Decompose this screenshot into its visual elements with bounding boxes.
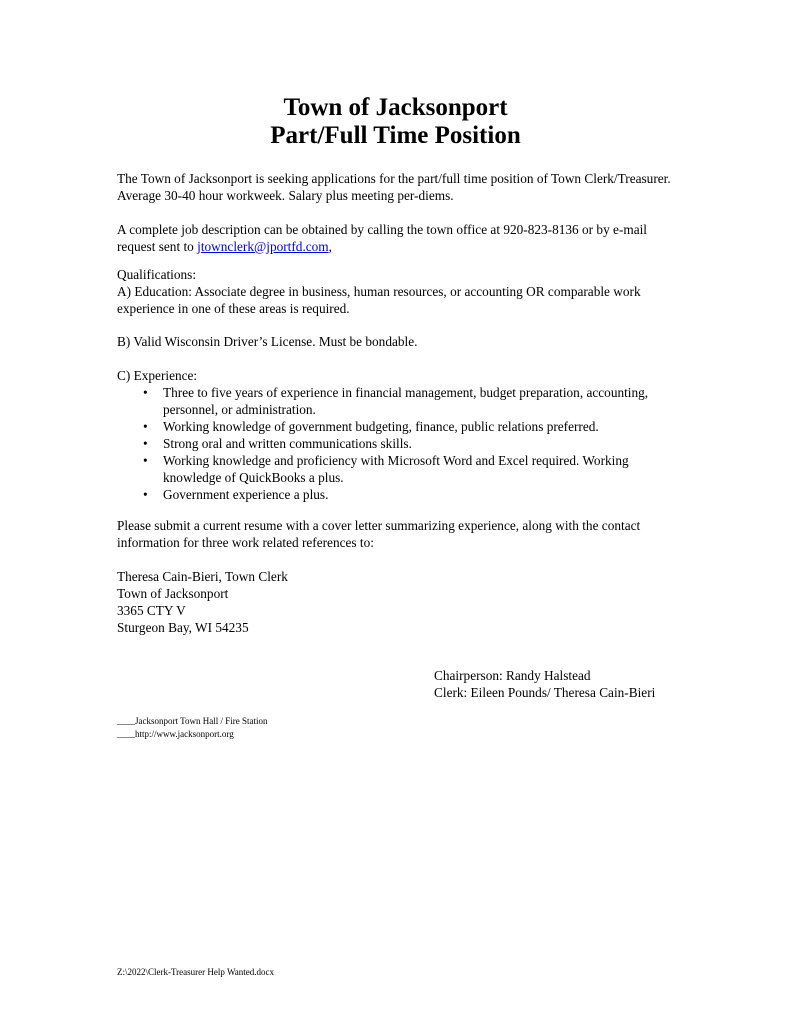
bullet-icon: • xyxy=(143,487,148,502)
experience-list xyxy=(117,384,677,503)
bullet-icon: • xyxy=(143,436,148,451)
address-line: Theresa Cain-Bieri, Town Clerk xyxy=(117,569,288,584)
list-item-text: Working knowledge and proficiency with Microsoft Word and Excel required. Working knowledge of QuickBooks a plus. xyxy=(163,453,629,485)
list-item xyxy=(117,418,677,435)
contact-text-end: , xyxy=(328,239,332,254)
experience-heading: C) Experience: xyxy=(117,368,198,383)
clerk: Clerk: Eileen Pounds/ Theresa Cain-Bieri xyxy=(434,685,656,700)
file-path: Z:\2022\Clerk-Treasurer Help Wanted.docx xyxy=(117,967,274,977)
qualification-education: A) Education: Associate degree in business, human resources, or accounting OR comparable work experience in one of these areas is required. xyxy=(117,284,641,316)
list-item-text: Government experience a plus. xyxy=(163,487,329,502)
qualifications-heading: Qualifications: xyxy=(117,267,197,282)
address-line: Sturgeon Bay, WI 54235 xyxy=(117,620,249,635)
bullet-icon: • xyxy=(143,453,148,468)
contact-text: A complete job description can be obtained by calling the town office at 920-823-8136 or by e-mail request sent to xyxy=(117,222,648,254)
bullet-icon: • xyxy=(143,385,148,400)
list-item xyxy=(117,435,677,452)
footer-location: ____Jacksonport Town Hall / Fire Station xyxy=(117,716,268,726)
email-link[interactable]: jtownclerk@jportfd.com xyxy=(197,239,329,254)
list-item-text: Strong oral and written communications skills. xyxy=(163,436,412,451)
intro-paragraph: The Town of Jacksonport is seeking applications for the part/full time position of Town Clerk/Treasurer. Average 30-40 hour workweek. Salary plus meeting per-diems. xyxy=(117,171,671,203)
address-line: 3365 CTY V xyxy=(117,603,186,618)
qualification-license: B) Valid Wisconsin Driver’s License. Must be bondable. xyxy=(117,334,418,349)
list-item xyxy=(117,384,677,418)
chairperson: Chairperson: Randy Halstead xyxy=(434,668,591,683)
list-item-text: Working knowledge of government budgeting, finance, public relations preferred. xyxy=(163,419,599,434)
document-title: Town of Jacksonport xyxy=(283,94,508,121)
bullet-icon: • xyxy=(143,419,148,434)
contact-paragraph xyxy=(117,221,677,255)
list-item xyxy=(117,452,677,486)
footer-website[interactable]: ____http://www.jacksonport.org xyxy=(117,729,234,739)
list-item-text: Three to five years of experience in financial management, budget preparation, accounting, personnel, or administration. xyxy=(163,385,649,417)
document-subtitle: Part/Full Time Position xyxy=(270,122,521,149)
list-item xyxy=(117,486,677,503)
address-line: Town of Jacksonport xyxy=(117,586,229,601)
submit-paragraph: Please submit a current resume with a cover letter summarizing experience, along with the contact information for three work related references to: xyxy=(117,518,641,550)
